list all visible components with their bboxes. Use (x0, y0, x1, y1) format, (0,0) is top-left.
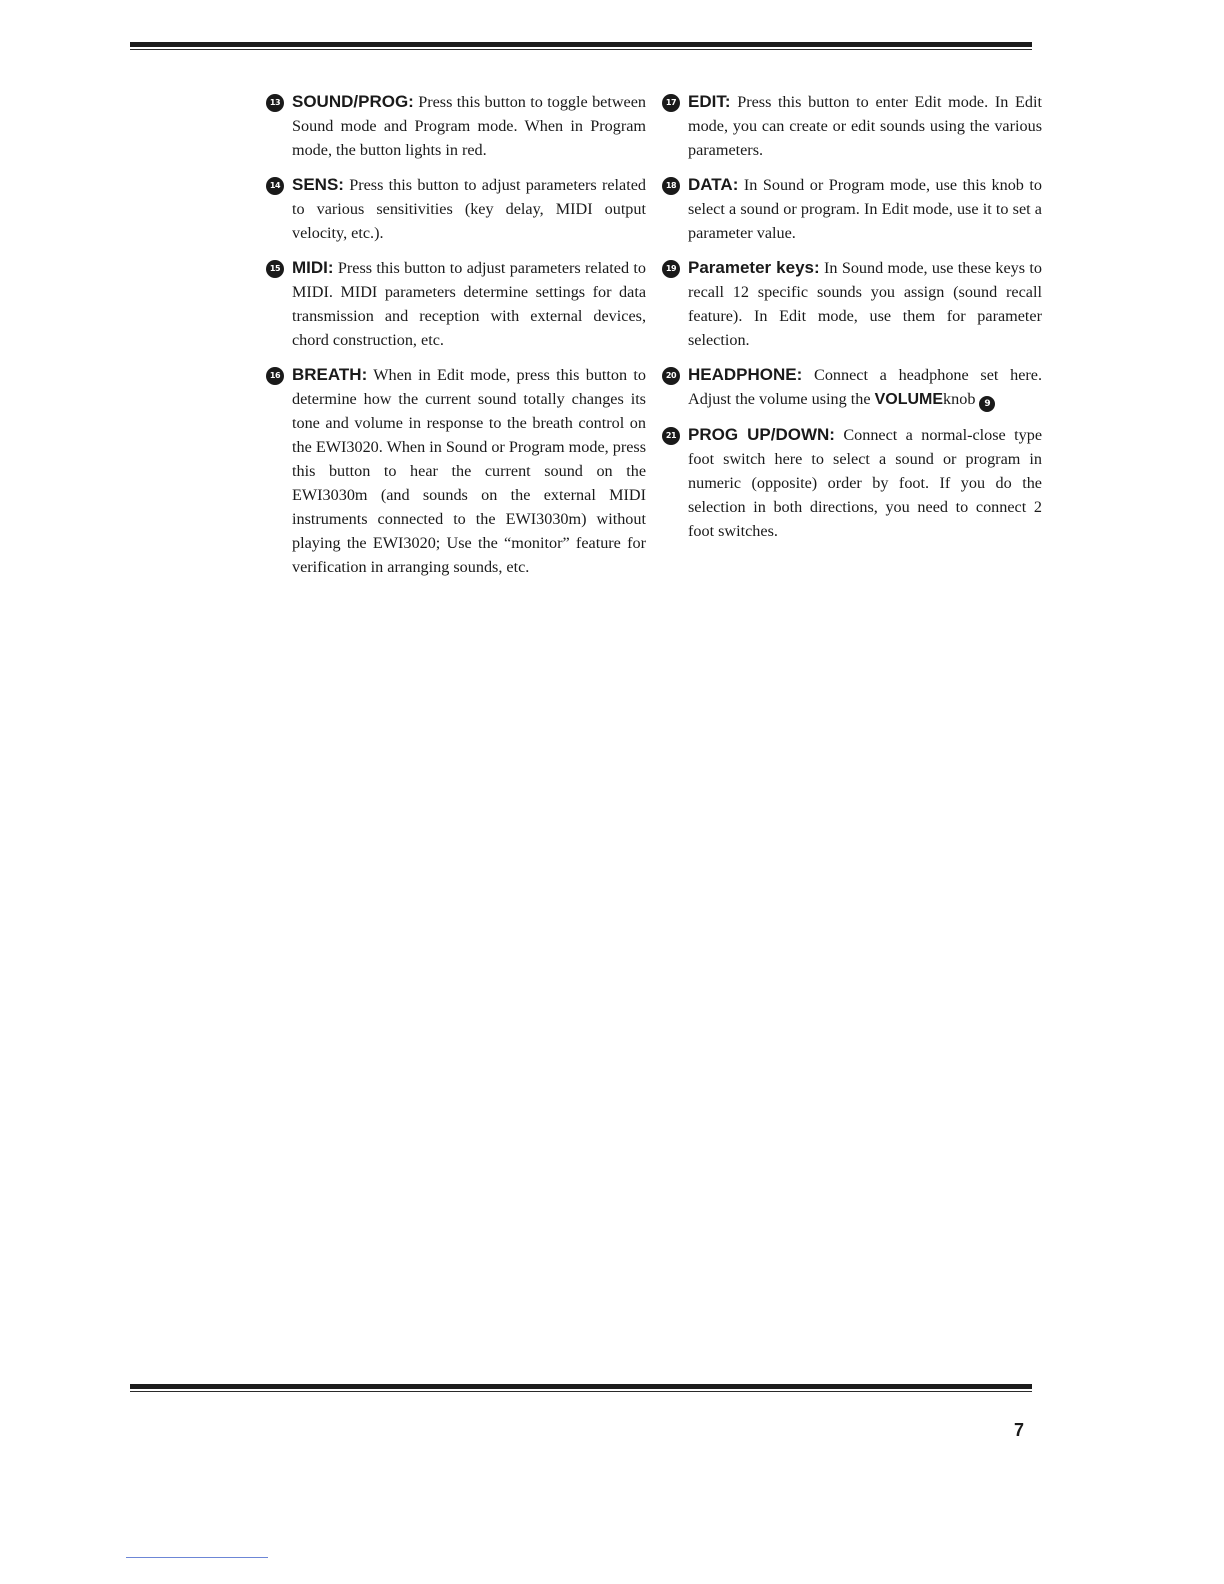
item-number-badge: 15 (266, 260, 284, 278)
item-number-badge: 16 (266, 367, 284, 385)
item-description: Press this button to adjust parameters related to various sensitivities (key delay, MIDI output velocity, etc.). (292, 176, 647, 242)
item-term: HEADPHONE: (688, 365, 803, 384)
item-headphone (662, 363, 1042, 412)
item-breath (266, 363, 646, 579)
item-sens (266, 173, 646, 245)
item-description: Connect a normal-close type foot switch here to select a sound or program in numeric (opposite) order by foot. If you do the selection in both directions, you need to connect 2 foot switches. (688, 426, 1042, 540)
bottom-rule (130, 1384, 1032, 1392)
item-number-badge: 19 (662, 260, 680, 278)
right-column (662, 90, 1042, 554)
top-rule (130, 42, 1032, 50)
left-column (266, 90, 646, 590)
item-term: MIDI: (292, 258, 334, 277)
item-number-badge: 17 (662, 94, 680, 112)
item-sound-prog (266, 90, 646, 162)
item-term: EDIT: (688, 92, 731, 111)
item-number-badge: 13 (266, 94, 284, 112)
volume-label: VOLUME (874, 391, 944, 408)
item-number-badge: 20 (662, 367, 680, 385)
item-midi (266, 256, 646, 352)
item-parameter-keys (662, 256, 1042, 352)
item-term: PROG UP/DOWN: (688, 425, 835, 444)
reference-number-badge: 9 (979, 396, 995, 412)
item-description: Press this button to toggle between Sound mode and Program mode. When in Program mode, the button lights in red. (292, 93, 646, 159)
footer-link-underline (126, 1557, 268, 1558)
item-prog-up-down (662, 423, 1042, 543)
item-number-badge: 14 (266, 177, 284, 195)
item-term: SENS: (292, 175, 344, 194)
item-term: Parameter keys: (688, 258, 820, 277)
page-number: 7 (1014, 1420, 1025, 1440)
item-number-badge: 18 (662, 177, 680, 195)
item-term: DATA: (688, 175, 739, 194)
item-edit (662, 90, 1042, 162)
item-description: In Sound mode, use these keys to recall 12 specific sounds you assign (sound recall feature). In Edit mode, use them for parameter selection. (688, 259, 1043, 349)
item-number-badge: 21 (662, 427, 680, 445)
knob-word: knob (943, 390, 976, 408)
item-term: BREATH: (292, 365, 368, 384)
item-description: In Sound or Program mode, use this knob to select a sound or program. In Edit mode, use it to set a parameter value. (688, 176, 1042, 242)
item-description: When in Edit mode, press this button to determine how the current sound totally changes its tone and volume in response to the breath control on the EWI3020. When in Sound or Program mode, press this button to hear the current sound on the EWI3030m (and sounds on the external MIDI instruments connected to the EWI3030m) without playing the EWI3020; Use the “monitor” feature for verification in arranging sounds, etc. (292, 366, 646, 576)
item-term: SOUND/PROG: (292, 92, 414, 111)
item-description: Connect a headphone set here. Adjust the volume using the (688, 366, 1042, 408)
item-data (662, 173, 1042, 245)
item-description: Press this button to adjust parameters related to MIDI. MIDI parameters determine settings for data transmission and reception with external devices, chord construction, etc. (292, 259, 646, 349)
item-description: Press this button to enter Edit mode. In Edit mode, you can create or edit sounds using the various parameters. (688, 93, 1042, 159)
